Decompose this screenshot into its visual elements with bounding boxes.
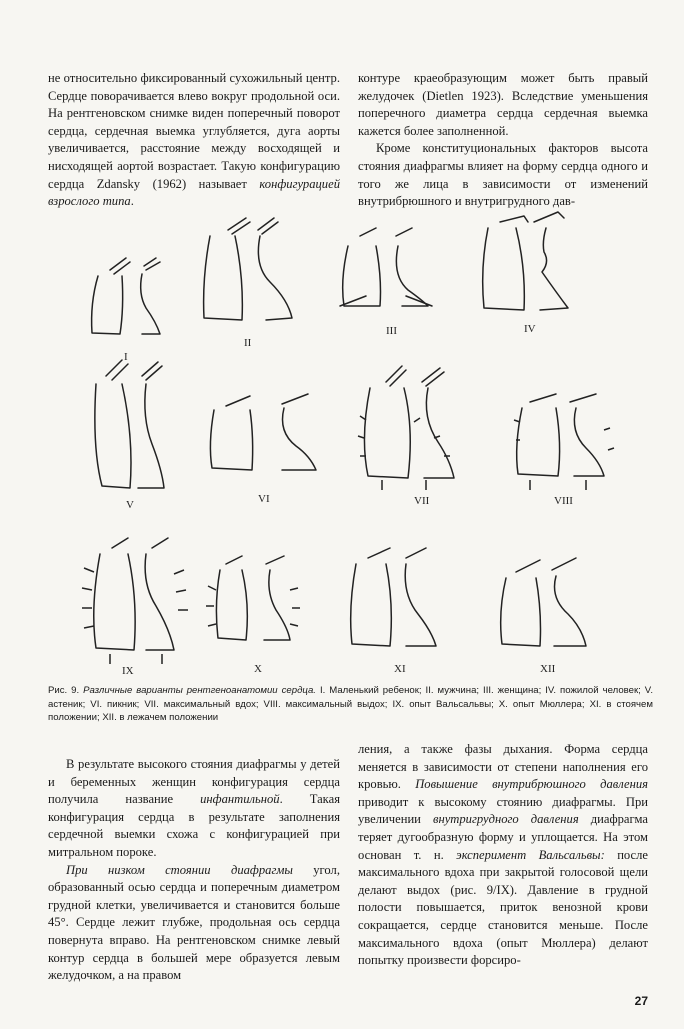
label-iv: IV	[524, 323, 536, 335]
label-i: I	[124, 351, 128, 363]
term-emphasis: эксперимент Вальсальвы:	[456, 847, 605, 862]
caption-title: Различные варианты рентгеноанатомии сердца.	[83, 685, 316, 696]
page-number: 27	[634, 994, 648, 1008]
label-xi: XI	[394, 663, 406, 675]
text-column-bottom-right	[358, 741, 648, 970]
label-x: X	[254, 663, 262, 675]
heart-outline-diagram	[30, 208, 660, 678]
label-ix: IX	[122, 665, 134, 677]
text: . Такая конфигурация сердца в результате заполнения сердечной выемки схожа с конфигурацией при митральном пороке.	[48, 792, 340, 859]
term-emphasis: Повышение внутрибрюшного давления	[415, 777, 648, 792]
figure-caption	[48, 684, 653, 725]
text: не относительно фиксированный сухожильный центр. Сердце поворачивается влево вокруг продольной оси. На рентгеновском снимке виден поперечный поворот сердца, сердечная выемка углубляется, дуга аорты увеличивается, расстояние между восходящей и нисходящей аортой возрастает. Такую конфигурацию сердца Zdansky (1962) называет	[48, 71, 340, 191]
paragraph: Кроме конституциональных факторов высота стояния диафрагмы влияет на форму сердца одного и того же лица в зависимости от изменений внутрибрюшного и внутригрудного дав-	[358, 141, 648, 209]
text: угол, образованный осью сердца и поперечным диаметром грудной клетки, увеличивается и становится больше 45°. Сердце лежит глубже, продольная ось сердца повернута вправо. На рентгеновском снимке левый контур сердца в большей мере образуется левым желудочком, а на правом	[48, 862, 340, 983]
label-xii: XII	[540, 663, 556, 675]
paragraph	[48, 756, 340, 862]
heart-outline	[141, 274, 160, 334]
heart-outline	[92, 276, 123, 334]
text-column-bottom-left	[48, 756, 340, 985]
paragraph	[48, 862, 340, 985]
paragraph	[48, 70, 340, 211]
label-viii: VIII	[554, 495, 573, 507]
caption-prefix: Рис. 9.	[48, 685, 80, 696]
text: после максимального вдоха при закрытой голосовой щели делают выдох (рис. 9/IX). Давление в грудной полости повышается, приток венозной крови сокращается, сердце становится меньше. После максимального вдоха (опыт Мюллера) делают попытку произвести форсиро-	[358, 847, 649, 968]
text: В результате высокого стояния диафрагмы у детей и беременных женщин конфигурация сердца получила название	[48, 757, 340, 807]
text: ления, а также фазы дыхания. Форма сердца меняется в зависимости от степени наполнения его кровью.	[358, 742, 648, 792]
paragraph	[358, 741, 648, 970]
text: приводит к высокому стоянию диафрагмы. При увеличении	[358, 794, 648, 827]
term-emphasis: инфантильной	[200, 792, 280, 807]
label-vi: VI	[258, 493, 270, 505]
paragraph: контуре краеобразующим может быть правый желудочек (Dietlen 1923). Вследствие уменьшения поперечного диаметра сердца сердечная выемка кажется более заполненной.	[358, 71, 648, 138]
term-emphasis: внутригрудного давления	[432, 812, 579, 827]
text: диафрагма теряет дугообразную форму и уплощается. На этом основан т. н.	[358, 812, 648, 862]
label-iii: III	[386, 325, 397, 337]
term-emphasis: конфигурацией взрослого типа	[48, 176, 340, 209]
text-column-top-right	[358, 70, 648, 211]
label-vii: VII	[414, 495, 430, 507]
figure-heart-variants	[30, 208, 660, 678]
figure-labels	[122, 323, 573, 677]
label-v: V	[126, 499, 134, 511]
caption-items: I. Маленький ребенок; II. мужчина; III. женщина; IV. пожилой человек; V. астеник; VI. пикник; VII. максимальный вдох; VIII. максимальный выдох; IX. опыт Вальсальвы; X. опыт Мюллера; XI. в стоячем положении; XII. в лежачем положении	[48, 685, 653, 723]
text: .	[130, 194, 134, 209]
term-emphasis: При низком стоянии диафрагмы	[66, 862, 293, 877]
text-column-top-left	[48, 70, 340, 211]
label-ii: II	[244, 337, 252, 349]
